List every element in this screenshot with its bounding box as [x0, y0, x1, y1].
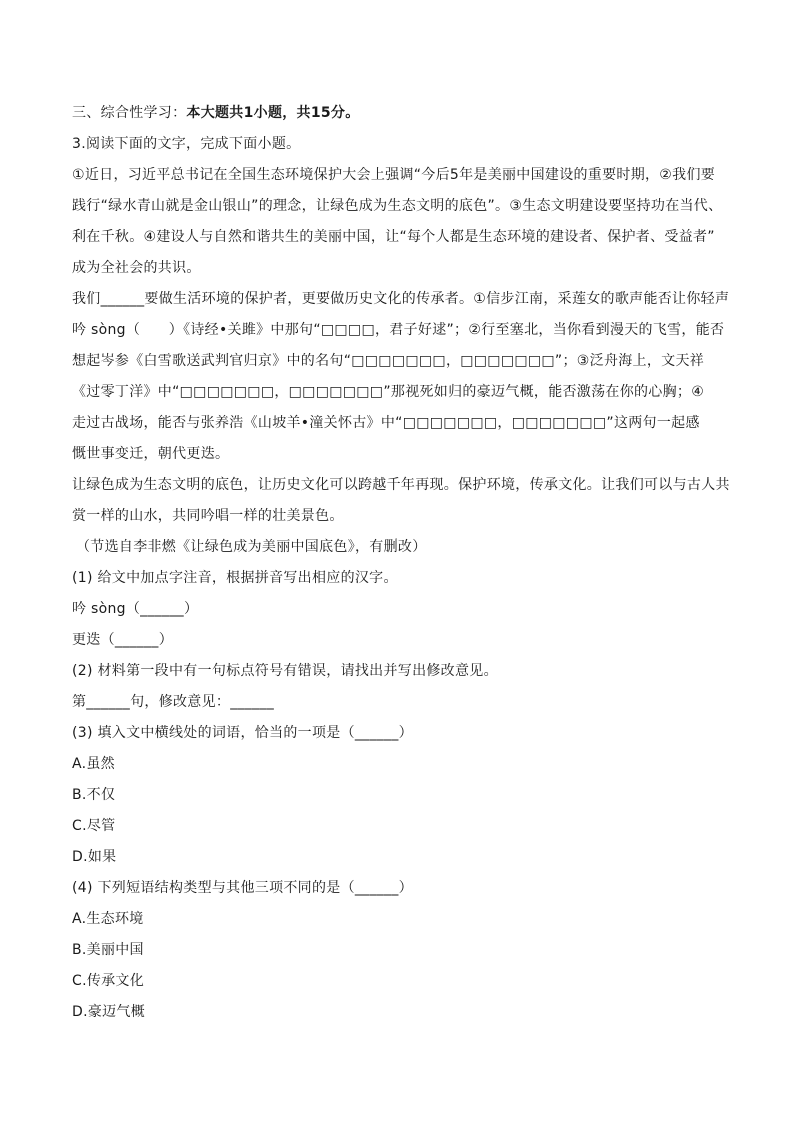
sub-question-1-answer-b: 更迭（______）	[72, 632, 173, 648]
sub-question-1-prompt: (1) 给文中加点字注音，根据拼音写出相应的汉字。	[72, 570, 398, 586]
passage-line: 《过零丁洋》中“□□□□□□□，□□□□□□□”那视死如归的豪迈气概，能否激荡在你的心胸；④	[72, 384, 705, 400]
option-a: A.生态环境	[72, 911, 144, 927]
option-d: D.如果	[72, 849, 117, 865]
section-heading	[72, 98, 732, 129]
passage-line: 想起岑参《白雪歌送武判官归京》中的名句“□□□□□□□，□□□□□□□”；③泛舟海上，文天祥	[72, 353, 705, 369]
passage-line: 赏一样的山水，共同吟唱一样的壮美景色。	[72, 508, 344, 524]
option-d: D.豪迈气概	[72, 1004, 146, 1020]
sub-question-3-prompt: (3) 填入文中横线处的词语，恰当的一项是（______）	[72, 725, 413, 741]
passage-paragraph-3	[72, 470, 732, 532]
section-score-info: 本大题共1小题，共15分。	[186, 105, 360, 121]
passage-line: 成为全社会的共识。	[72, 260, 201, 276]
sub-question-4-prompt: (4) 下列短语结构类型与其他三项不同的是（______）	[72, 880, 413, 896]
passage-line: 让绿色成为生态文明的底色，让历史文化可以跨越千年再现。保护环境，传承文化。让我们可以与古人共	[72, 477, 730, 493]
passage-line: 吟 sòng（ ）《诗经•关雎》中那句“□□□□，君子好逑”；②行至塞北，当你看到漫天的飞雪，能否	[72, 322, 725, 338]
passage-line: 走过古战场，能否与张养浩《山坡羊•潼关怀古》中“□□□□□□□，□□□□□□□”这两句一起感	[72, 415, 700, 431]
passage-line: ①近日，习近平总书记在全国生态环境保护大会上强调“今后5年是美丽中国建设的重要时期，②我们要	[72, 167, 716, 183]
exam-page	[72, 98, 732, 1028]
section-prefix: 三、综合性学习：	[72, 105, 187, 121]
sub-question-2-answer: 第______句，修改意见：______	[72, 694, 274, 710]
sub-question-2-prompt: (2) 材料第一段中有一句标点符号有错误，请找出并写出修改意见。	[72, 663, 498, 679]
question-stem: 3.阅读下面的文字，完成下面小题。	[72, 136, 301, 152]
passage-paragraph-1	[72, 160, 732, 284]
option-c: C.尽管	[72, 818, 116, 834]
passage-line: 践行“绿水青山就是金山银山”的理念，让绿色成为生态文明的底色”。③生态文明建设要坚持功在当代、	[72, 198, 723, 214]
option-b: B.不仅	[72, 787, 116, 803]
passage-line: 慨世事变迁，朝代更迭。	[72, 446, 230, 462]
option-b: B.美丽中国	[72, 942, 144, 958]
passage-line: 我们______要做生活环境的保护者，更要做历史文化的传承者。①信步江南，采莲女的歌声能否让你轻声	[72, 291, 730, 307]
passage-line: 利在千秋。④建设人与自然和谐共生的美丽中国，让“每个人都是生态环境的建设者、保护者、受益者”	[72, 229, 715, 245]
option-c: C.传承文化	[72, 973, 145, 989]
passage-source: （节选自李非燃《让绿色成为美丽中国底色》，有删改）	[76, 539, 427, 555]
sub-question-1-answer-a: 吟 sòng（______）	[72, 601, 199, 617]
passage-paragraph-2	[72, 284, 732, 470]
option-a: A.虽然	[72, 756, 115, 772]
